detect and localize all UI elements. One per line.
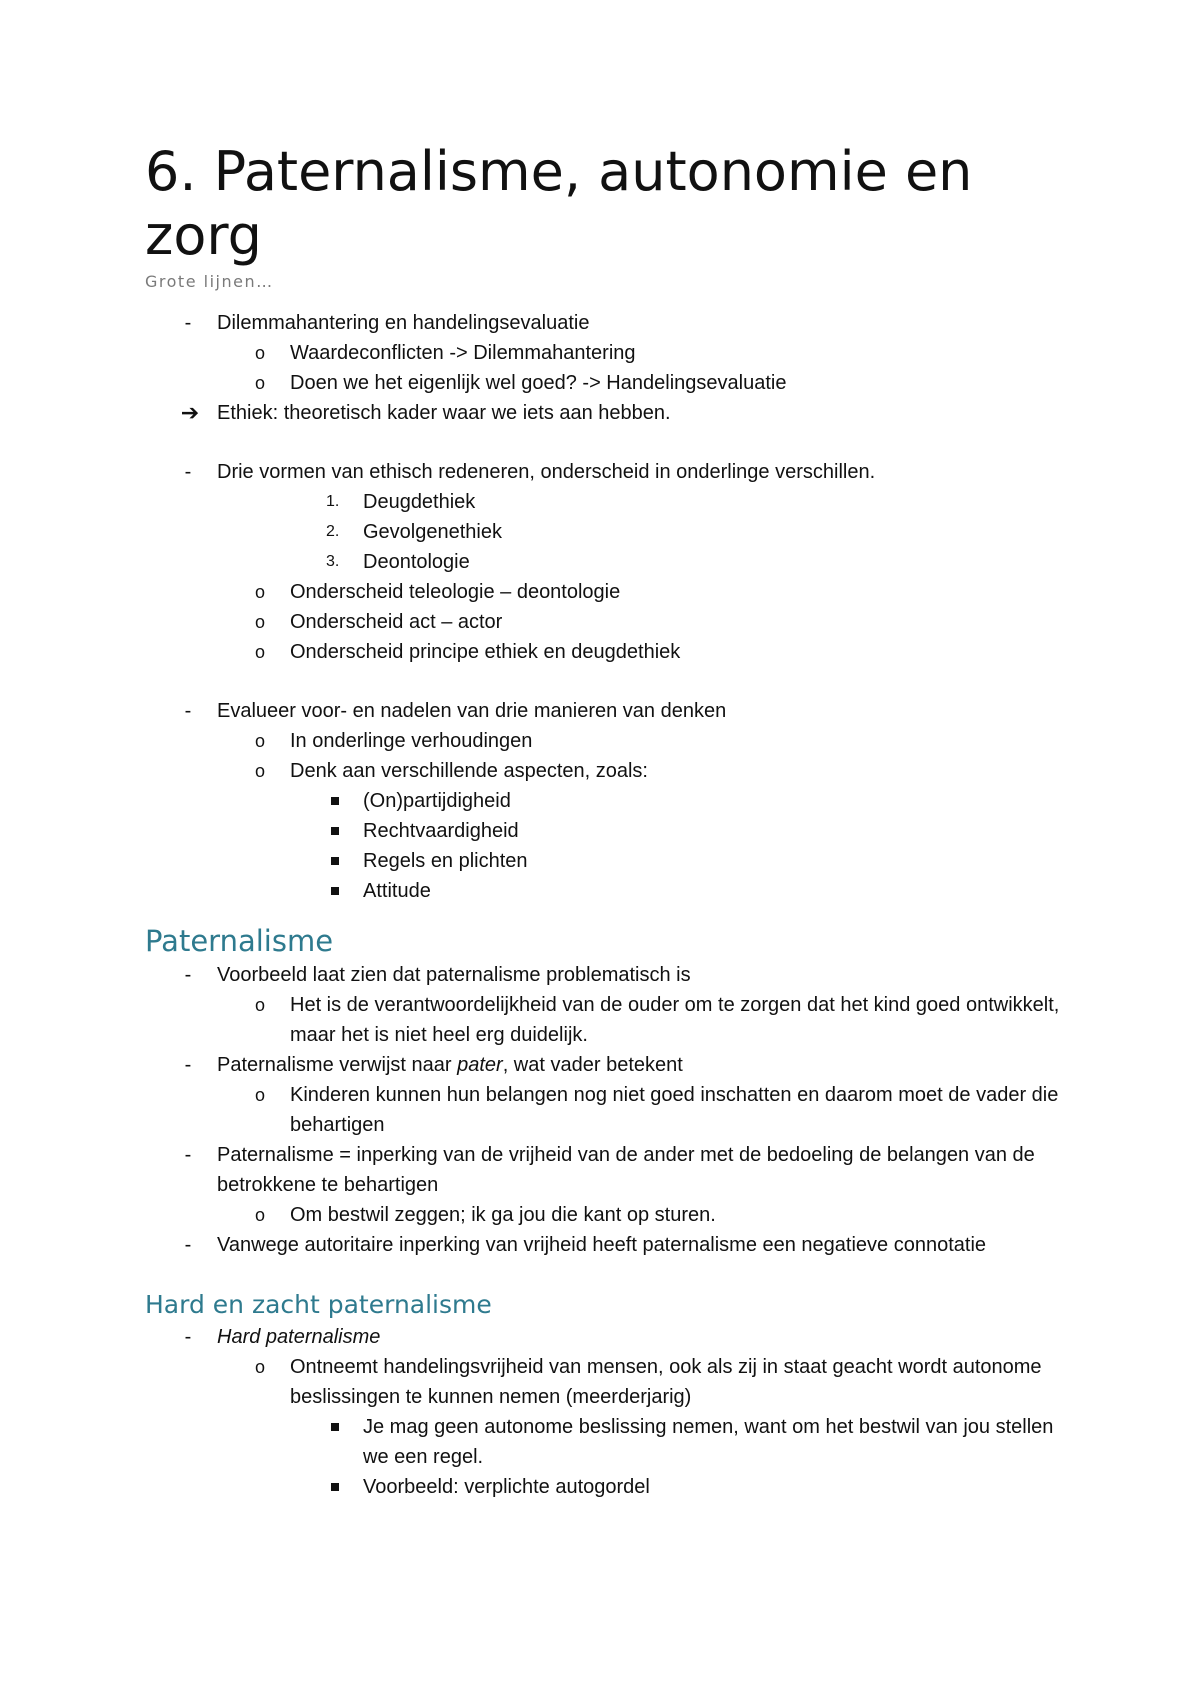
- emphasis-text: pater: [457, 1054, 503, 1076]
- list-item-text: Attitude: [363, 880, 431, 902]
- list-item: [145, 1200, 1065, 1230]
- list-item-text: Paternalisme = inperking van de vrijheid van de ander met de bedoeling de belangen van de betrokkene te behartigen: [217, 1144, 1035, 1196]
- circle-bullet: o: [254, 995, 265, 1015]
- circle-bullet: o: [254, 1357, 265, 1377]
- dash-bullet: -: [184, 1144, 192, 1166]
- list-item-text: (On)partijdigheid: [363, 790, 511, 812]
- square-bullet: [331, 827, 339, 835]
- list-item-text: Ethiek: theoretisch kader waar we iets aan hebben.: [217, 402, 671, 424]
- list-item-text: Onderscheid teleologie – deontologie: [290, 581, 621, 603]
- list-item-text: Gevolgenethiek: [363, 521, 502, 543]
- dash-bullet: -: [184, 1234, 192, 1256]
- list-item: [145, 816, 1065, 846]
- page-title: 6. Paternalisme, autonomie en zorg: [145, 140, 973, 267]
- list-item-text: Om bestwil zeggen; ik ga jou die kant op sturen.: [290, 1204, 716, 1226]
- list-item: [145, 990, 1065, 1050]
- dash-bullet: -: [184, 1054, 192, 1076]
- list-item-text: , wat vader betekent: [502, 1054, 683, 1076]
- list-item-text: Regels en plichten: [363, 850, 528, 872]
- list-item-text: Waardeconflicten -> Dilemmahantering: [290, 342, 636, 364]
- page-subtitle: Grote lijnen…: [145, 272, 274, 291]
- list-item-text: Kinderen kunnen hun belangen nog niet goed inschatten en daarom moet de vader die behartigen: [290, 1084, 1059, 1136]
- circle-bullet: o: [254, 582, 265, 602]
- list-item-text: Paternalisme verwijst naar: [217, 1054, 458, 1076]
- list-item-text: Drie vormen van ethisch redeneren, onderscheid in onderlinge verschillen.: [217, 461, 876, 483]
- square-bullet: [331, 1483, 339, 1491]
- list-item-text: Doen we het eigenlijk wel goed? -> Handelingsevaluatie: [290, 372, 787, 394]
- list-item: [145, 308, 1065, 338]
- dash-bullet: -: [184, 964, 192, 986]
- list-item: [145, 960, 1065, 990]
- list-item-text: Dilemmahantering en handelingsevaluatie: [217, 312, 590, 334]
- square-bullet: [331, 1423, 339, 1431]
- list-item-text: Hard paternalisme: [217, 1326, 381, 1348]
- list-item: [145, 696, 1065, 726]
- circle-bullet: o: [254, 731, 265, 751]
- list-item-text: Je mag geen autonome beslissing nemen, want om het bestwil van jou stellen we een regel.: [363, 1416, 1054, 1468]
- numbered-item: [145, 517, 1065, 547]
- list-item: [145, 637, 1065, 667]
- list-item: [145, 338, 1065, 368]
- list-item: [145, 368, 1065, 398]
- list-item: [145, 1230, 1065, 1260]
- dash-bullet: -: [184, 700, 192, 722]
- numbered-item: [145, 487, 1065, 517]
- list-item: [145, 756, 1065, 786]
- list-item-text: Evalueer voor- en nadelen van drie manieren van denken: [217, 700, 727, 722]
- square-bullet: [331, 887, 339, 895]
- list-item: [145, 1322, 1065, 1352]
- list-item-text: Denk aan verschillende aspecten, zoals:: [290, 760, 648, 782]
- circle-bullet: o: [254, 642, 265, 662]
- subsection-heading: Hard en zacht paternalisme: [145, 1290, 492, 1319]
- square-bullet: [331, 857, 339, 865]
- list-item: [145, 1412, 1065, 1472]
- dash-bullet: -: [184, 312, 192, 334]
- list-item: [145, 1140, 1065, 1200]
- list-item: [145, 398, 1065, 428]
- list-number: 3.: [326, 553, 340, 570]
- list-item-text: Onderscheid act – actor: [290, 611, 503, 633]
- circle-bullet: o: [254, 343, 265, 363]
- list-item-text: In onderlinge verhoudingen: [290, 730, 533, 752]
- list-item: [145, 846, 1065, 876]
- arrow-right-icon: ➔: [180, 400, 200, 425]
- document-page: [145, 140, 1065, 1502]
- numbered-item: [145, 547, 1065, 577]
- list-item: [145, 726, 1065, 756]
- list-item-text: Voorbeeld laat zien dat paternalisme problematisch is: [217, 964, 691, 986]
- list-item-text: Onderscheid principe ethiek en deugdethiek: [290, 641, 681, 663]
- list-item: [145, 1050, 1065, 1080]
- list-item-text: Rechtvaardigheid: [363, 820, 519, 842]
- list-item: [145, 607, 1065, 637]
- section-heading: Paternalisme: [145, 924, 334, 958]
- list-item: [145, 786, 1065, 816]
- list-item: [145, 577, 1065, 607]
- list-item-text: Ontneemt handelingsvrijheid van mensen, ook als zij in staat geacht wordt autonome beslissingen te kunnen nemen (meerderjarig): [290, 1356, 1042, 1408]
- list-item: [145, 457, 1065, 487]
- circle-bullet: o: [254, 1205, 265, 1225]
- list-item-text: Vanwege autoritaire inperking van vrijheid heeft paternalisme een negatieve connotatie: [217, 1234, 987, 1256]
- list-number: 2.: [326, 523, 340, 540]
- list-item-text: Voorbeeld: verplichte autogordel: [363, 1476, 650, 1498]
- list-item: [145, 1080, 1065, 1140]
- dash-bullet: -: [184, 1326, 192, 1348]
- dash-bullet: -: [184, 461, 192, 483]
- list-item: [145, 876, 1065, 906]
- circle-bullet: o: [254, 373, 265, 393]
- list-number: 1.: [326, 493, 340, 510]
- circle-bullet: o: [254, 1085, 265, 1105]
- circle-bullet: o: [254, 612, 265, 632]
- list-item: [145, 1352, 1065, 1412]
- list-item: [145, 1472, 1065, 1502]
- list-item-text: Deugdethiek: [363, 491, 476, 513]
- square-bullet: [331, 797, 339, 805]
- circle-bullet: o: [254, 761, 265, 781]
- list-item-text: Het is de verantwoordelijkheid van de ouder om te zorgen dat het kind goed ontwikkelt, maar het is niet heel erg duidelijk.: [290, 994, 1060, 1046]
- list-item-text: Deontologie: [363, 551, 470, 573]
